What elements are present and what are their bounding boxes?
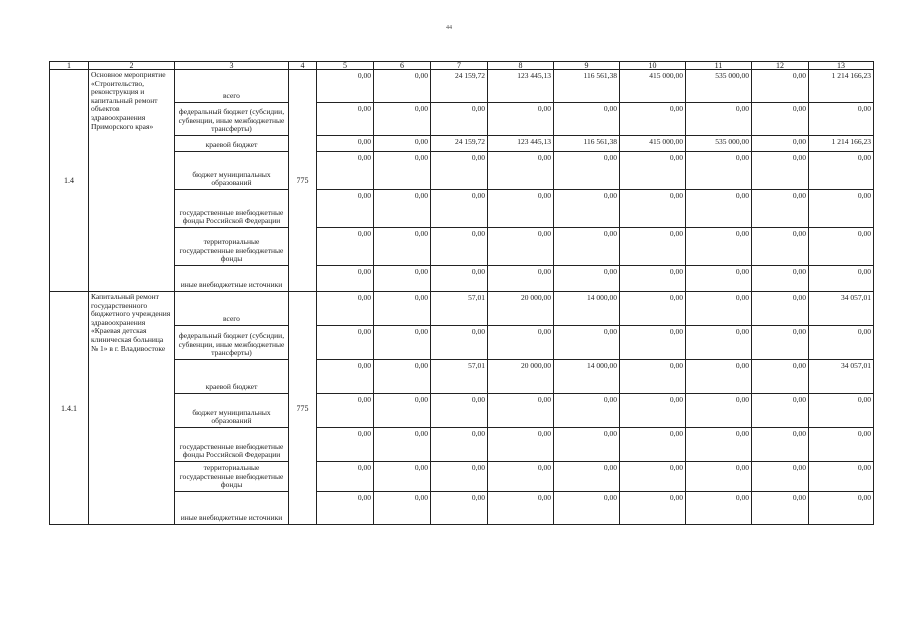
amount-cell: 0,00 [752, 462, 809, 492]
amount-cell: 0,00 [752, 70, 809, 103]
funding-source: краевой бюджет [175, 360, 289, 394]
header-cell: 13 [809, 62, 874, 70]
amount-cell: 0,00 [809, 266, 874, 292]
amount-cell: 0,00 [374, 292, 431, 326]
amount-cell: 0,00 [809, 492, 874, 525]
amount-cell: 0,00 [317, 292, 374, 326]
amount-cell: 0,00 [554, 190, 620, 228]
header-cell: 6 [374, 62, 431, 70]
amount-cell: 0,00 [686, 103, 752, 136]
amount-cell: 0,00 [317, 492, 374, 525]
amount-cell: 0,00 [488, 266, 554, 292]
amount-cell: 0,00 [686, 492, 752, 525]
amount-cell: 0,00 [809, 394, 874, 428]
amount-cell: 535 000,00 [686, 70, 752, 103]
amount-cell: 0,00 [374, 70, 431, 103]
event-name: Основное мероприятие «Строительство, реконструкция и капитальный ремонт объектов здравоохранения Приморского края» [89, 70, 175, 292]
amount-cell: 0,00 [620, 266, 686, 292]
amount-cell: 0,00 [431, 152, 488, 190]
header-cell: 5 [317, 62, 374, 70]
amount-cell: 0,00 [686, 266, 752, 292]
amount-cell: 0,00 [374, 428, 431, 462]
funding-source: федеральный бюджет (субсидии, субвенции, иные межбюджетные трансферты) [175, 326, 289, 360]
funding-source: бюджет муниципальных образований [175, 394, 289, 428]
amount-cell: 0,00 [488, 492, 554, 525]
amount-cell: 0,00 [317, 428, 374, 462]
amount-cell: 0,00 [620, 292, 686, 326]
amount-cell: 0,00 [686, 326, 752, 360]
amount-cell: 0,00 [554, 428, 620, 462]
event-name: Капитальный ремонт государственного бюджетного учреждения здравоохранения «Краевая детская клиническая больница № 1» в г. Владивостоке [89, 292, 175, 525]
amount-cell: 0,00 [317, 266, 374, 292]
amount-cell: 0,00 [431, 326, 488, 360]
amount-cell: 0,00 [809, 228, 874, 266]
amount-cell: 0,00 [809, 103, 874, 136]
amount-cell: 0,00 [431, 190, 488, 228]
amount-cell: 0,00 [554, 103, 620, 136]
event-code: 1.4 [50, 70, 89, 292]
funding-source: территориальные государственные внебюджетные фонды [175, 462, 289, 492]
amount-cell: 34 057,01 [809, 292, 874, 326]
amount-cell: 0,00 [752, 228, 809, 266]
amount-cell: 0,00 [686, 292, 752, 326]
funding-source: всего [175, 292, 289, 326]
table-row [50, 70, 874, 103]
amount-cell: 14 000,00 [554, 292, 620, 326]
amount-cell: 0,00 [488, 190, 554, 228]
amount-cell: 0,00 [686, 190, 752, 228]
funding-source: краевой бюджет [175, 136, 289, 152]
amount-cell: 0,00 [374, 266, 431, 292]
amount-cell: 0,00 [620, 492, 686, 525]
amount-cell: 0,00 [620, 152, 686, 190]
amount-cell: 0,00 [752, 266, 809, 292]
amount-cell: 0,00 [554, 492, 620, 525]
amount-cell: 0,00 [317, 326, 374, 360]
amount-cell: 0,00 [374, 360, 431, 394]
amount-cell: 0,00 [374, 492, 431, 525]
funding-source: иные внебюджетные источники [175, 266, 289, 292]
funding-source: территориальные государственные внебюджетные фонды [175, 228, 289, 266]
amount-cell: 0,00 [686, 428, 752, 462]
amount-cell: 0,00 [431, 228, 488, 266]
amount-cell: 0,00 [809, 428, 874, 462]
amount-cell: 0,00 [488, 394, 554, 428]
amount-cell: 0,00 [686, 360, 752, 394]
amount-cell: 0,00 [488, 103, 554, 136]
amount-cell: 0,00 [620, 462, 686, 492]
amount-cell: 0,00 [752, 428, 809, 462]
amount-cell: 0,00 [317, 190, 374, 228]
column-number-row [50, 62, 874, 70]
funding-source: государственные внебюджетные фонды Российской Федерации [175, 190, 289, 228]
amount-cell: 0,00 [620, 394, 686, 428]
amount-cell: 0,00 [431, 492, 488, 525]
amount-cell: 14 000,00 [554, 360, 620, 394]
amount-cell: 0,00 [374, 462, 431, 492]
amount-cell: 0,00 [317, 70, 374, 103]
amount-cell: 0,00 [431, 428, 488, 462]
amount-cell: 0,00 [554, 266, 620, 292]
amount-cell: 0,00 [620, 228, 686, 266]
event-code: 1.4.1 [50, 292, 89, 525]
amount-cell: 0,00 [620, 190, 686, 228]
amount-cell: 0,00 [554, 462, 620, 492]
amount-cell: 0,00 [686, 228, 752, 266]
amount-cell: 535 000,00 [686, 136, 752, 152]
grbs-code: 775 [289, 70, 317, 292]
amount-cell: 0,00 [431, 266, 488, 292]
amount-cell: 1 214 166,23 [809, 136, 874, 152]
amount-cell: 0,00 [752, 190, 809, 228]
amount-cell: 0,00 [488, 428, 554, 462]
amount-cell: 24 159,72 [431, 70, 488, 103]
amount-cell: 123 445,13 [488, 136, 554, 152]
amount-cell: 116 561,38 [554, 70, 620, 103]
amount-cell: 0,00 [317, 136, 374, 152]
amount-cell: 123 445,13 [488, 70, 554, 103]
header-cell: 12 [752, 62, 809, 70]
funding-source: иные внебюджетные источники [175, 492, 289, 525]
amount-cell: 0,00 [374, 136, 431, 152]
amount-cell: 0,00 [752, 326, 809, 360]
amount-cell: 0,00 [431, 103, 488, 136]
amount-cell: 0,00 [620, 326, 686, 360]
amount-cell: 0,00 [620, 428, 686, 462]
amount-cell: 0,00 [752, 103, 809, 136]
amount-cell: 0,00 [752, 492, 809, 525]
header-cell: 1 [50, 62, 89, 70]
amount-cell: 415 000,00 [620, 70, 686, 103]
amount-cell: 0,00 [686, 394, 752, 428]
amount-cell: 0,00 [488, 326, 554, 360]
amount-cell: 0,00 [752, 360, 809, 394]
amount-cell: 57,01 [431, 360, 488, 394]
amount-cell: 57,01 [431, 292, 488, 326]
header-cell: 4 [289, 62, 317, 70]
funding-source: всего [175, 70, 289, 103]
amount-cell: 1 214 166,23 [809, 70, 874, 103]
amount-cell: 0,00 [488, 462, 554, 492]
amount-cell: 0,00 [431, 462, 488, 492]
amount-cell: 0,00 [317, 394, 374, 428]
amount-cell: 0,00 [554, 228, 620, 266]
amount-cell: 0,00 [620, 103, 686, 136]
amount-cell: 0,00 [488, 152, 554, 190]
amount-cell: 0,00 [374, 152, 431, 190]
amount-cell: 0,00 [374, 228, 431, 266]
amount-cell: 0,00 [752, 394, 809, 428]
amount-cell: 0,00 [431, 394, 488, 428]
grbs-code: 775 [289, 292, 317, 525]
header-cell: 3 [175, 62, 289, 70]
amount-cell: 0,00 [686, 152, 752, 190]
amount-cell: 0,00 [317, 462, 374, 492]
funding-source: бюджет муниципальных образований [175, 152, 289, 190]
amount-cell: 34 057,01 [809, 360, 874, 394]
amount-cell: 0,00 [752, 136, 809, 152]
table-row [50, 292, 874, 326]
amount-cell: 0,00 [554, 394, 620, 428]
amount-cell: 0,00 [554, 152, 620, 190]
header-cell: 11 [686, 62, 752, 70]
amount-cell: 0,00 [374, 190, 431, 228]
header-cell: 8 [488, 62, 554, 70]
amount-cell: 0,00 [809, 152, 874, 190]
amount-cell: 0,00 [554, 326, 620, 360]
amount-cell: 0,00 [809, 462, 874, 492]
page-number: 44 [446, 25, 452, 31]
amount-cell: 0,00 [809, 190, 874, 228]
amount-cell: 20 000,00 [488, 360, 554, 394]
amount-cell: 0,00 [374, 326, 431, 360]
amount-cell: 20 000,00 [488, 292, 554, 326]
amount-cell: 0,00 [317, 152, 374, 190]
amount-cell: 0,00 [752, 152, 809, 190]
amount-cell: 24 159,72 [431, 136, 488, 152]
amount-cell: 0,00 [488, 228, 554, 266]
header-cell: 2 [89, 62, 175, 70]
funding-source: федеральный бюджет (субсидии, субвенции, иные межбюджетные трансферты) [175, 103, 289, 136]
amount-cell: 0,00 [317, 103, 374, 136]
amount-cell: 0,00 [686, 462, 752, 492]
amount-cell: 0,00 [374, 394, 431, 428]
funding-source: государственные внебюджетные фонды Российской Федерации [175, 428, 289, 462]
header-cell: 7 [431, 62, 488, 70]
header-cell: 9 [554, 62, 620, 70]
amount-cell: 0,00 [374, 103, 431, 136]
amount-cell: 0,00 [752, 292, 809, 326]
amount-cell: 415 000,00 [620, 136, 686, 152]
header-cell: 10 [620, 62, 686, 70]
amount-cell: 0,00 [317, 228, 374, 266]
table-body [50, 70, 874, 525]
amount-cell: 0,00 [620, 360, 686, 394]
budget-table [49, 61, 874, 525]
amount-cell: 0,00 [809, 326, 874, 360]
amount-cell: 116 561,38 [554, 136, 620, 152]
amount-cell: 0,00 [317, 360, 374, 394]
